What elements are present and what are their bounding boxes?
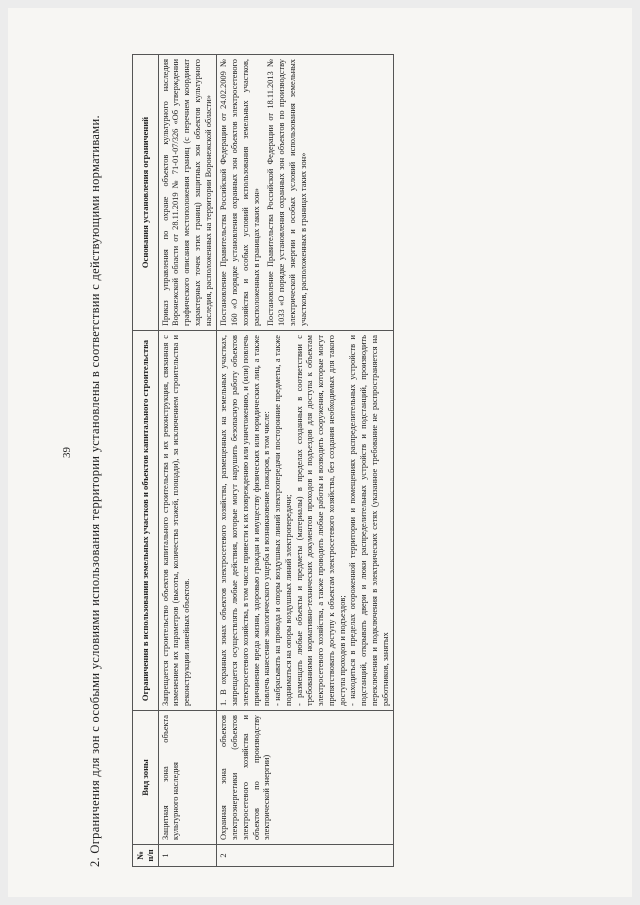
header-zone-type: Вид зоны (133, 711, 159, 845)
row-zone-type: Защитная зона объекта культурного наследия (158, 711, 217, 845)
section-heading-text: 2. Ограничения для зон с особыми условиями использования территории установлены в соответствии с действующими нормативами. (88, 115, 102, 867)
table-row (158, 55, 217, 867)
rotated-content (20, 20, 620, 885)
row-basis: Приказ управления по охране объектов культурного наследия Воронежской области от 28.11.2019 № 71-01-07/326 «Об утверждении графического описания местоположения границ (с перечнем координат характерных точек этих границ) защитных зон объектов культурного наследия, расположенных на территории Воронежской области» (158, 55, 217, 331)
document-page (8, 8, 632, 897)
header-restrictions: Ограничения в использовании земельных участков и объектов капитального строительства (133, 331, 159, 711)
section-heading (86, 36, 104, 867)
page-number: 39 (61, 447, 73, 458)
row-basis-paragraph: Постановление Правительства Российской Федерации от 18.11.2013 № 1033 «О порядке установления охранных зон объектов по производству электрической энергии и особых условий использования земельных участков, расположенных в границах таких зон» (266, 59, 308, 326)
header-basis: Основания установления ограничений (133, 55, 159, 331)
restrictions-table (132, 54, 394, 867)
table-row (217, 55, 394, 867)
row-num: 2 (217, 845, 394, 867)
row-num: 1 (158, 845, 217, 867)
row-restrictions: 1. В охранных зонах объектов электросетевого хозяйства, размещенных на земельных участках, запрещается осуществлять любые действия, которые могут нарушить безопасную работу объектов электросетевого хозяйства, в том числе привести к их повреждению или уничтожению, и (или) повлечь причинение вреда жизни, здоровью граждан и имуществу физических или юридических лиц, а также повлечь нанесение экологического ущерба и возникновение пожаров, в том числе: - набрасывать на провода и опоры воздушных линий электропередачи посторонние предметы, а также подниматься на опоры воздушных линий электропередачи; - размещать любые объекты и предметы (материалы) в пределах созданных в соответствии с требованиями нормативно-технических документов проходов и подъездов для доступа к объектам электросетевого хозяйства, а также проводить любые работы и возводить сооружения, которые могут препятствовать доступу к объектам электросетевого хозяйства, без создания необходимых для такого доступа проходов и подъездов; - находиться в пределах огороженной территории и помещениях распределительных устройств и подстанций, открывать двери и люки распределительных устройств и подстанций, производить переключения и подключения в электрических сетях (указанное требование не распространяется на работников, занятых (217, 331, 394, 711)
header-num: № п/п (133, 845, 159, 867)
row-restrictions: Запрещается строительство объектов капитального строительства и их реконструкция, связанная с изменением их параметров (высоты, количества этажей, площади), за исключением строительства и реконструкции линейных объектов. (158, 331, 217, 711)
row-basis (217, 55, 394, 331)
table-header-row (133, 55, 159, 867)
row-basis-paragraph: Постановление Правительства Российской Федерации от 24.02.2009 № 160 «О порядке установления охранных зон объектов электросетевого хозяйства и особых условий использования земельных участков, расположенных в границах таких зон» (219, 59, 261, 326)
row-zone-type: Охранная зона объектов электроэнергетики (объектов электросетевого хозяйства и объектов по производству электрической энергии) (217, 711, 394, 845)
